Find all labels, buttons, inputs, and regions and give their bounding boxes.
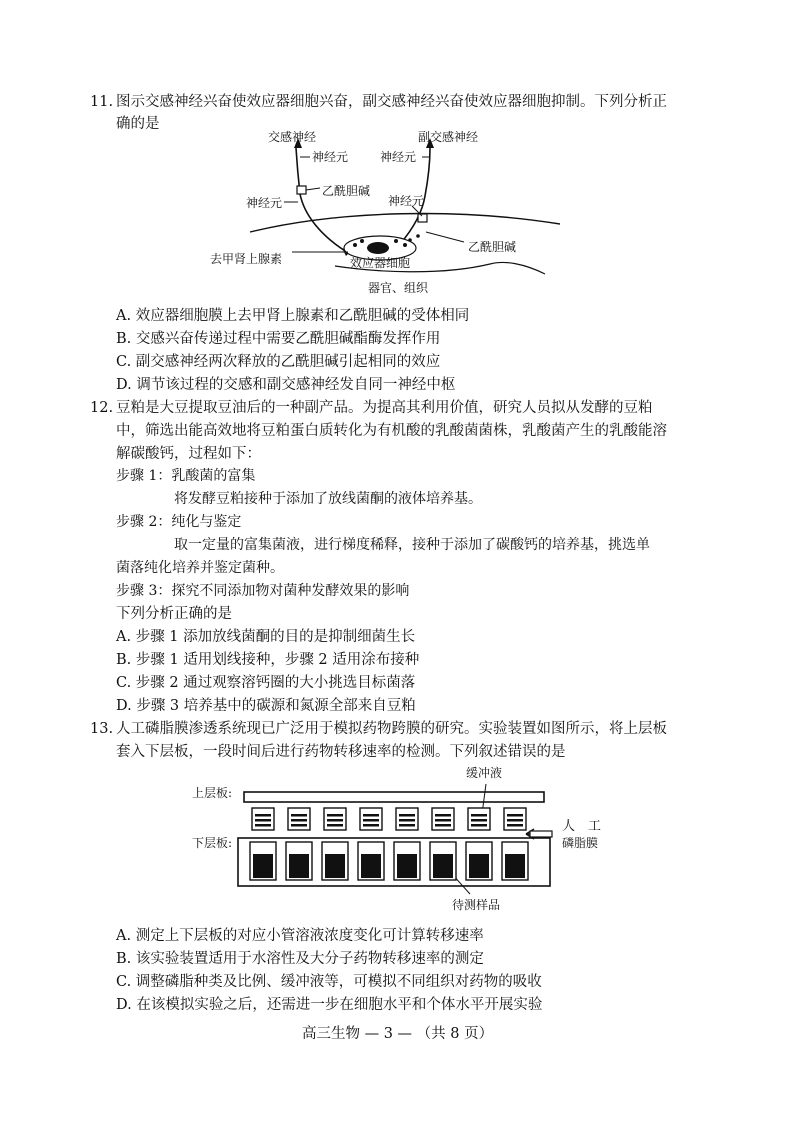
buffer-fill xyxy=(327,814,343,817)
q11-number: 11. xyxy=(90,94,114,110)
label-buffer: 缓冲液 xyxy=(466,766,503,780)
q12-step1-body: 将发酵豆粕接种于添加了放线菌酮的液体培养基。 xyxy=(174,491,482,507)
buffer-fill xyxy=(399,824,415,827)
buffer-fill xyxy=(363,824,379,827)
q11-option-a: A. 效应器细胞膜上去甲肾上腺素和乙酰胆碱的受体相同 xyxy=(116,308,470,324)
sample-fill xyxy=(253,854,273,878)
sample-fill xyxy=(469,854,489,878)
buffer-fill xyxy=(435,814,451,817)
q11-figure xyxy=(200,124,560,302)
q13-option-a: A. 测定上下层板的对应小管溶液浓度变化可计算转移速率 xyxy=(116,928,484,944)
buffer-fill xyxy=(507,819,523,822)
buffer-fill xyxy=(435,824,451,827)
label-parasympathetic: 副交感神经 xyxy=(418,130,479,144)
buffer-fill xyxy=(291,824,307,827)
q12-option-b: B. 步骤 1 适用划线接种，步骤 2 适用涂布接种 xyxy=(116,652,420,668)
sample-fill xyxy=(397,854,417,878)
buffer-fill xyxy=(399,814,415,817)
q13-option-c: C. 调整磷脂种类及比例、缓冲液等，可模拟不同组织对药物的吸收 xyxy=(116,974,542,990)
q11-option-c: C. 副交感神经两次释放的乙酰胆碱引起相同的效应 xyxy=(116,354,441,370)
q13-number: 13. xyxy=(90,721,114,737)
label-ach-right: 乙酰胆碱 xyxy=(468,240,517,254)
buffer-fill xyxy=(291,819,307,822)
label-neuron-top-right: 神经元 xyxy=(380,150,417,164)
label-neuron-mid-left: 神经元 xyxy=(246,196,283,210)
q13-figure xyxy=(190,762,630,920)
sample-fill xyxy=(361,854,381,878)
q12-stem-line1: 豆粕是大豆提取豆油后的一种副产品。为提高其利用价值，研究人员拟从发酵的豆粕 xyxy=(116,400,653,416)
buffer-fill xyxy=(435,819,451,822)
label-organ-tissue: 器官、组织 xyxy=(368,281,429,295)
page-footer: 高三生物 — 3 — （共 8 页） xyxy=(302,1026,494,1042)
label-lower-plate: 下层板: xyxy=(192,836,233,850)
label-neuron-top-left: 神经元 xyxy=(312,150,349,164)
label-ach-left: 乙酰胆碱 xyxy=(322,184,371,198)
label-upper-plate: 上层板: xyxy=(192,786,233,800)
q13-stem-line2: 套入下层板，一段时间后进行药物转移速率的检测。下列叙述错误的是 xyxy=(116,744,566,760)
q12-stem-line2: 中，筛选出能高效地将豆粕蛋白质转化为有机酸的乳酸菌菌株，乳酸菌产生的乳酸能溶 xyxy=(116,423,667,439)
buffer-fill xyxy=(363,819,379,822)
label-norepinephrine: 去甲肾上腺素 xyxy=(210,252,283,266)
label-neuron-mid-right: 神经元 xyxy=(388,194,425,208)
buffer-fill xyxy=(507,824,523,827)
q13-stem-line1: 人工磷脂膜渗透系统现已广泛用于模拟药物跨膜的研究。实验装置如图所示，将上层板 xyxy=(116,721,667,737)
sample-fill xyxy=(505,854,525,878)
q12-option-a: A. 步骤 1 添加放线菌酮的目的是抑制细菌生长 xyxy=(116,629,416,645)
buffer-fill xyxy=(291,814,307,817)
sample-fill xyxy=(325,854,345,878)
sample-fill xyxy=(289,854,309,878)
buffer-fill xyxy=(255,824,271,827)
buffer-fill xyxy=(507,814,523,817)
q11-option-b: B. 交感兴奋传递过程中需要乙酰胆碱酯酶发挥作用 xyxy=(116,331,441,347)
q12-step1-title: 步骤 1：乳酸菌的富集 xyxy=(116,468,256,484)
buffer-fill xyxy=(399,819,415,822)
q12-option-c: C. 步骤 2 通过观察溶钙圈的大小挑选目标菌落 xyxy=(116,675,416,691)
buffer-fill xyxy=(363,814,379,817)
q12-step2-body1: 取一定量的富集菌液，进行梯度稀释，接种于添加了碳酸钙的培养基，挑选单 xyxy=(174,537,650,553)
q12-stem-line3: 解碳酸钙，过程如下： xyxy=(116,446,261,462)
q12-step3-title: 步骤 3：探究不同添加物对菌种发酵效果的影响 xyxy=(116,583,410,599)
sample-fill xyxy=(433,854,453,878)
q12-step2-title: 步骤 2：纯化与鉴定 xyxy=(116,514,242,530)
buffer-fill xyxy=(471,819,487,822)
q12-step2-body2: 菌落纯化培养并鉴定菌种。 xyxy=(116,560,284,576)
q13-option-d: D. 在该模拟实验之后，还需进一步在细胞水平和个体水平开展实验 xyxy=(116,997,543,1013)
label-effector-cell: 效应器细胞 xyxy=(350,256,411,270)
label-sample: 待测样品 xyxy=(452,898,501,912)
q11-option-d: D. 调节该过程的交感和副交感神经发自同一神经中枢 xyxy=(116,377,456,393)
buffer-fill xyxy=(255,819,271,822)
q12-prompt: 下列分析正确的是 xyxy=(116,606,232,622)
label-membrane-line1: 人 工 xyxy=(562,819,602,834)
buffer-fill xyxy=(471,824,487,827)
q13-option-b: B. 该实验装置适用于水溶性及大分子药物转移速率的测定 xyxy=(116,951,484,967)
q11-stem-line1: 图示交感神经兴奋使效应器细胞兴奋，副交感神经兴奋使效应器细胞抑制。下列分析正 xyxy=(116,94,667,110)
q12-number: 12. xyxy=(90,400,114,416)
q11-stem-line2: 确的是 xyxy=(116,116,160,132)
buffer-fill xyxy=(327,819,343,822)
q12-option-d: D. 步骤 3 培养基中的碳源和氮源全部来自豆粕 xyxy=(116,698,416,714)
buffer-fill xyxy=(327,824,343,827)
buffer-fill xyxy=(471,814,487,817)
label-membrane-line2: 磷脂膜 xyxy=(562,836,599,850)
label-sympathetic: 交感神经 xyxy=(268,130,317,144)
buffer-fill xyxy=(255,814,271,817)
